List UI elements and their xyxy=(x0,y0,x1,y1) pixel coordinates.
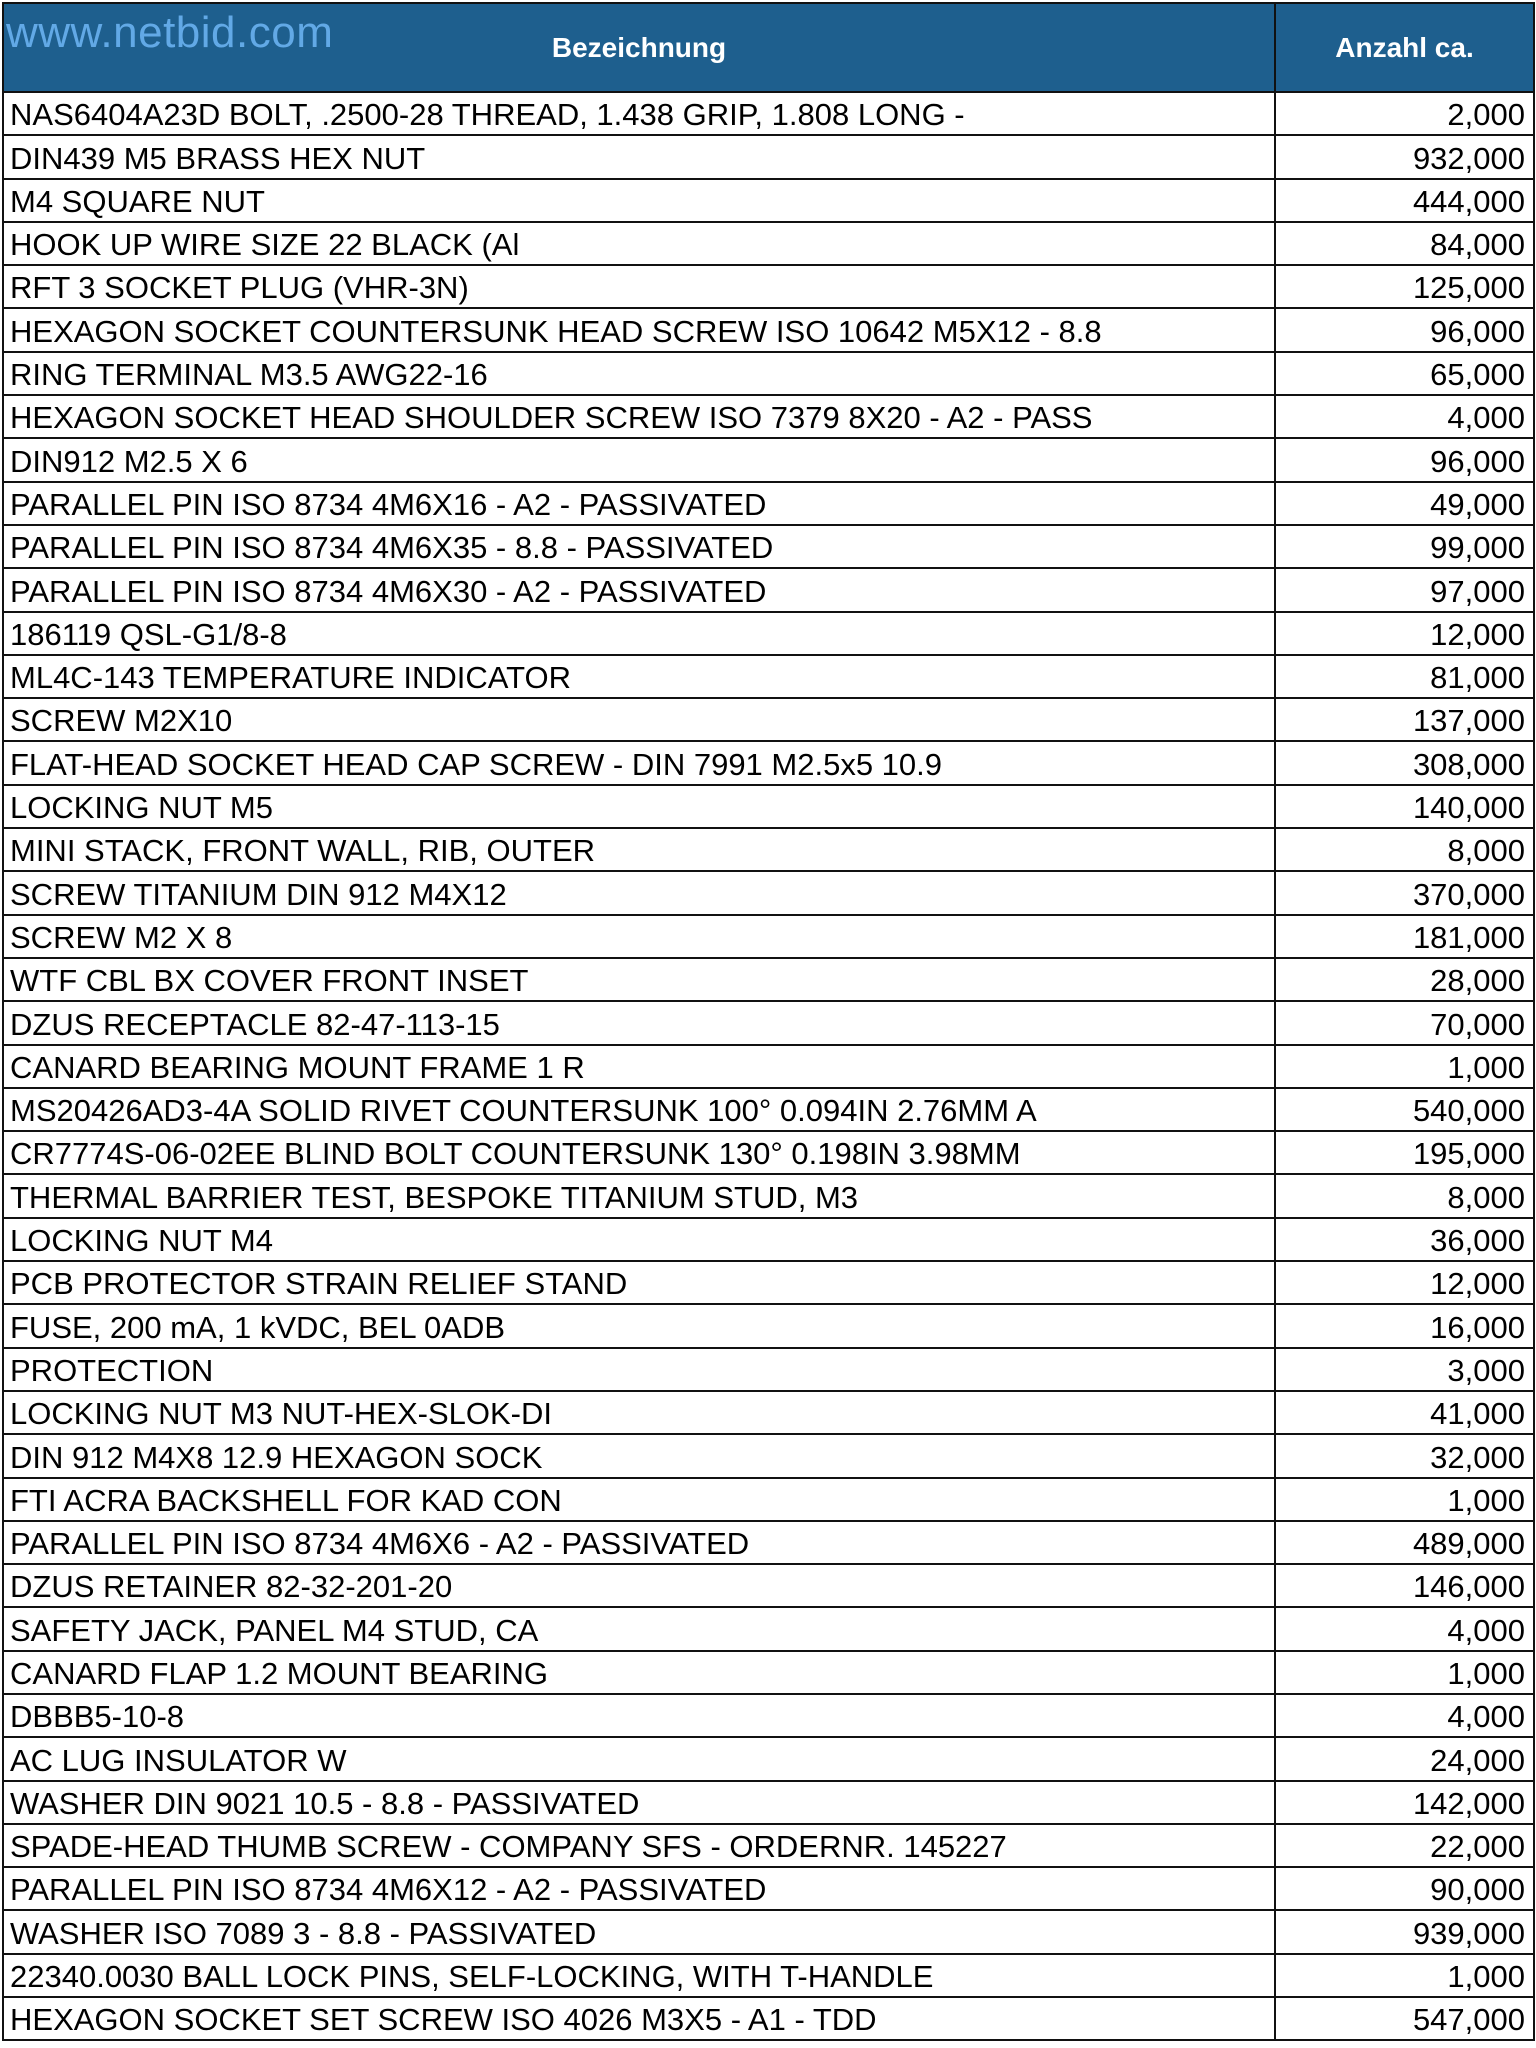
table-body xyxy=(3,92,1534,2040)
table-row xyxy=(3,568,1534,611)
table-row xyxy=(3,1997,1534,2040)
table-row xyxy=(3,1174,1534,1217)
table-row xyxy=(3,482,1534,525)
cell-quantity: 540,000 xyxy=(1275,1088,1534,1131)
table-row xyxy=(3,352,1534,395)
cell-description: HEXAGON SOCKET COUNTERSUNK HEAD SCREW ISO 10642 M5X12 - 8.8 xyxy=(3,308,1275,351)
inventory-table xyxy=(2,2,1535,2041)
cell-quantity: 4,000 xyxy=(1275,395,1534,438)
cell-quantity: 3,000 xyxy=(1275,1348,1534,1391)
cell-description: SCREW M2X10 xyxy=(3,698,1275,741)
cell-description: DIN912 M2.5 X 6 xyxy=(3,438,1275,481)
cell-quantity: 90,000 xyxy=(1275,1867,1534,1910)
table-row xyxy=(3,438,1534,481)
cell-description: AC LUG INSULATOR W xyxy=(3,1737,1275,1780)
cell-description: LOCKING NUT M3 NUT-HEX-SLOK-DI xyxy=(3,1391,1275,1434)
cell-description: FLAT-HEAD SOCKET HEAD CAP SCREW - DIN 7991 M2.5x5 10.9 xyxy=(3,741,1275,784)
cell-quantity: 1,000 xyxy=(1275,1045,1534,1088)
cell-quantity: 1,000 xyxy=(1275,1651,1534,1694)
cell-quantity: 489,000 xyxy=(1275,1521,1534,1564)
table-row xyxy=(3,222,1534,265)
cell-description: 186119 QSL-G1/8-8 xyxy=(3,612,1275,655)
cell-description: HEXAGON SOCKET SET SCREW ISO 4026 M3X5 - A1 - TDD xyxy=(3,1997,1275,2040)
cell-quantity: 70,000 xyxy=(1275,1001,1534,1044)
cell-quantity: 137,000 xyxy=(1275,698,1534,741)
column-header-description: Bezeichnung xyxy=(3,3,1275,92)
cell-quantity: 49,000 xyxy=(1275,482,1534,525)
table-row xyxy=(3,1391,1534,1434)
cell-quantity: 181,000 xyxy=(1275,915,1534,958)
table-row xyxy=(3,1824,1534,1867)
table-row xyxy=(3,1045,1534,1088)
cell-quantity: 444,000 xyxy=(1275,179,1534,222)
cell-description: PARALLEL PIN ISO 8734 4M6X35 - 8.8 - PASSIVATED xyxy=(3,525,1275,568)
cell-quantity: 4,000 xyxy=(1275,1607,1534,1650)
cell-quantity: 370,000 xyxy=(1275,871,1534,914)
cell-description: SAFETY JACK, PANEL M4 STUD, CA xyxy=(3,1607,1275,1650)
cell-quantity: 99,000 xyxy=(1275,525,1534,568)
table-row xyxy=(3,135,1534,178)
cell-quantity: 24,000 xyxy=(1275,1737,1534,1780)
watermark-logo: www.netbid.com xyxy=(6,8,334,57)
cell-description: MINI STACK, FRONT WALL, RIB, OUTER xyxy=(3,828,1275,871)
table-row xyxy=(3,785,1534,828)
table-row xyxy=(3,1434,1534,1477)
cell-description: DZUS RECEPTACLE 82-47-113-15 xyxy=(3,1001,1275,1044)
cell-quantity: 36,000 xyxy=(1275,1218,1534,1261)
cell-quantity: 125,000 xyxy=(1275,265,1534,308)
table-row xyxy=(3,1521,1534,1564)
cell-quantity: 8,000 xyxy=(1275,1174,1534,1217)
table-row xyxy=(3,1651,1534,1694)
cell-description: PARALLEL PIN ISO 8734 4M6X16 - A2 - PASSIVATED xyxy=(3,482,1275,525)
cell-quantity: 12,000 xyxy=(1275,1261,1534,1304)
cell-quantity: 81,000 xyxy=(1275,655,1534,698)
cell-description: 22340.0030 BALL LOCK PINS, SELF-LOCKING, WITH T-HANDLE xyxy=(3,1954,1275,1997)
cell-description: DIN 912 M4X8 12.9 HEXAGON SOCK xyxy=(3,1434,1275,1477)
cell-description: PARALLEL PIN ISO 8734 4M6X6 - A2 - PASSIVATED xyxy=(3,1521,1275,1564)
cell-description: RFT 3 SOCKET PLUG (VHR-3N) xyxy=(3,265,1275,308)
cell-quantity: 12,000 xyxy=(1275,612,1534,655)
table-row xyxy=(3,828,1534,871)
table-row xyxy=(3,1304,1534,1347)
table-row xyxy=(3,871,1534,914)
cell-quantity: 97,000 xyxy=(1275,568,1534,611)
table-row xyxy=(3,92,1534,135)
cell-quantity: 28,000 xyxy=(1275,958,1534,1001)
table-row xyxy=(3,308,1534,351)
table-row xyxy=(3,179,1534,222)
cell-description: PROTECTION xyxy=(3,1348,1275,1391)
cell-quantity: 32,000 xyxy=(1275,1434,1534,1477)
table-row xyxy=(3,1607,1534,1650)
cell-quantity: 1,000 xyxy=(1275,1478,1534,1521)
cell-description: M4 SQUARE NUT xyxy=(3,179,1275,222)
table-row xyxy=(3,655,1534,698)
table-row xyxy=(3,525,1534,568)
table-row xyxy=(3,1131,1534,1174)
table-row xyxy=(3,958,1534,1001)
cell-quantity: 4,000 xyxy=(1275,1694,1534,1737)
cell-description: HOOK UP WIRE SIZE 22 BLACK (Al xyxy=(3,222,1275,265)
cell-description: LOCKING NUT M4 xyxy=(3,1218,1275,1261)
table-row xyxy=(3,1781,1534,1824)
table-row xyxy=(3,698,1534,741)
cell-description: FTI ACRA BACKSHELL FOR KAD CON xyxy=(3,1478,1275,1521)
table-row xyxy=(3,1694,1534,1737)
cell-quantity: 547,000 xyxy=(1275,1997,1534,2040)
cell-quantity: 308,000 xyxy=(1275,741,1534,784)
table-row xyxy=(3,1910,1534,1953)
cell-description: LOCKING NUT M5 xyxy=(3,785,1275,828)
column-header-quantity: Anzahl ca. xyxy=(1275,3,1534,92)
cell-description: CR7774S-06-02EE BLIND BOLT COUNTERSUNK 130° 0.198IN 3.98MM xyxy=(3,1131,1275,1174)
cell-quantity: 16,000 xyxy=(1275,1304,1534,1347)
table-row xyxy=(3,1737,1534,1780)
cell-description: THERMAL BARRIER TEST, BESPOKE TITANIUM STUD, M3 xyxy=(3,1174,1275,1217)
cell-description: DBBB5-10-8 xyxy=(3,1694,1275,1737)
cell-quantity: 142,000 xyxy=(1275,1781,1534,1824)
cell-quantity: 96,000 xyxy=(1275,308,1534,351)
cell-description: CANARD BEARING MOUNT FRAME 1 R xyxy=(3,1045,1275,1088)
table-row xyxy=(3,741,1534,784)
table-row xyxy=(3,1261,1534,1304)
cell-quantity: 140,000 xyxy=(1275,785,1534,828)
cell-description: MS20426AD3-4A SOLID RIVET COUNTERSUNK 100° 0.094IN 2.76MM A xyxy=(3,1088,1275,1131)
cell-description: WTF CBL BX COVER FRONT INSET xyxy=(3,958,1275,1001)
table-row xyxy=(3,1954,1534,1997)
table-row xyxy=(3,1218,1534,1261)
cell-quantity: 146,000 xyxy=(1275,1564,1534,1607)
cell-description: RING TERMINAL M3.5 AWG22-16 xyxy=(3,352,1275,395)
table-row xyxy=(3,915,1534,958)
cell-description: SCREW M2 X 8 xyxy=(3,915,1275,958)
cell-quantity: 1,000 xyxy=(1275,1954,1534,1997)
cell-description: NAS6404A23D BOLT, .2500-28 THREAD, 1.438 GRIP, 1.808 LONG - xyxy=(3,92,1275,135)
cell-quantity: 22,000 xyxy=(1275,1824,1534,1867)
cell-description: SPADE-HEAD THUMB SCREW - COMPANY SFS - ORDERNR. 145227 xyxy=(3,1824,1275,1867)
cell-description: WASHER DIN 9021 10.5 - 8.8 - PASSIVATED xyxy=(3,1781,1275,1824)
table-row xyxy=(3,1348,1534,1391)
cell-description: PARALLEL PIN ISO 8734 4M6X12 - A2 - PASSIVATED xyxy=(3,1867,1275,1910)
table-row xyxy=(3,1001,1534,1044)
table-row xyxy=(3,395,1534,438)
cell-quantity: 65,000 xyxy=(1275,352,1534,395)
cell-quantity: 96,000 xyxy=(1275,438,1534,481)
table-row xyxy=(3,612,1534,655)
cell-description: PCB PROTECTOR STRAIN RELIEF STAND xyxy=(3,1261,1275,1304)
cell-description: WASHER ISO 7089 3 - 8.8 - PASSIVATED xyxy=(3,1910,1275,1953)
cell-description: PARALLEL PIN ISO 8734 4M6X30 - A2 - PASSIVATED xyxy=(3,568,1275,611)
cell-description: HEXAGON SOCKET HEAD SHOULDER SCREW ISO 7379 8X20 - A2 - PASS xyxy=(3,395,1275,438)
cell-quantity: 41,000 xyxy=(1275,1391,1534,1434)
cell-description: DIN439 M5 BRASS HEX NUT xyxy=(3,135,1275,178)
table-row xyxy=(3,1478,1534,1521)
cell-description: DZUS RETAINER 82-32-201-20 xyxy=(3,1564,1275,1607)
table-row xyxy=(3,1564,1534,1607)
cell-description: FUSE, 200 mA, 1 kVDC, BEL 0ADB xyxy=(3,1304,1275,1347)
cell-quantity: 195,000 xyxy=(1275,1131,1534,1174)
table-row xyxy=(3,1867,1534,1910)
cell-description: CANARD FLAP 1.2 MOUNT BEARING xyxy=(3,1651,1275,1694)
cell-quantity: 939,000 xyxy=(1275,1910,1534,1953)
cell-quantity: 8,000 xyxy=(1275,828,1534,871)
cell-description: ML4C-143 TEMPERATURE INDICATOR xyxy=(3,655,1275,698)
cell-quantity: 2,000 xyxy=(1275,92,1534,135)
table-row xyxy=(3,1088,1534,1131)
cell-description: SCREW TITANIUM DIN 912 M4X12 xyxy=(3,871,1275,914)
table-row xyxy=(3,265,1534,308)
cell-quantity: 84,000 xyxy=(1275,222,1534,265)
cell-quantity: 932,000 xyxy=(1275,135,1534,178)
